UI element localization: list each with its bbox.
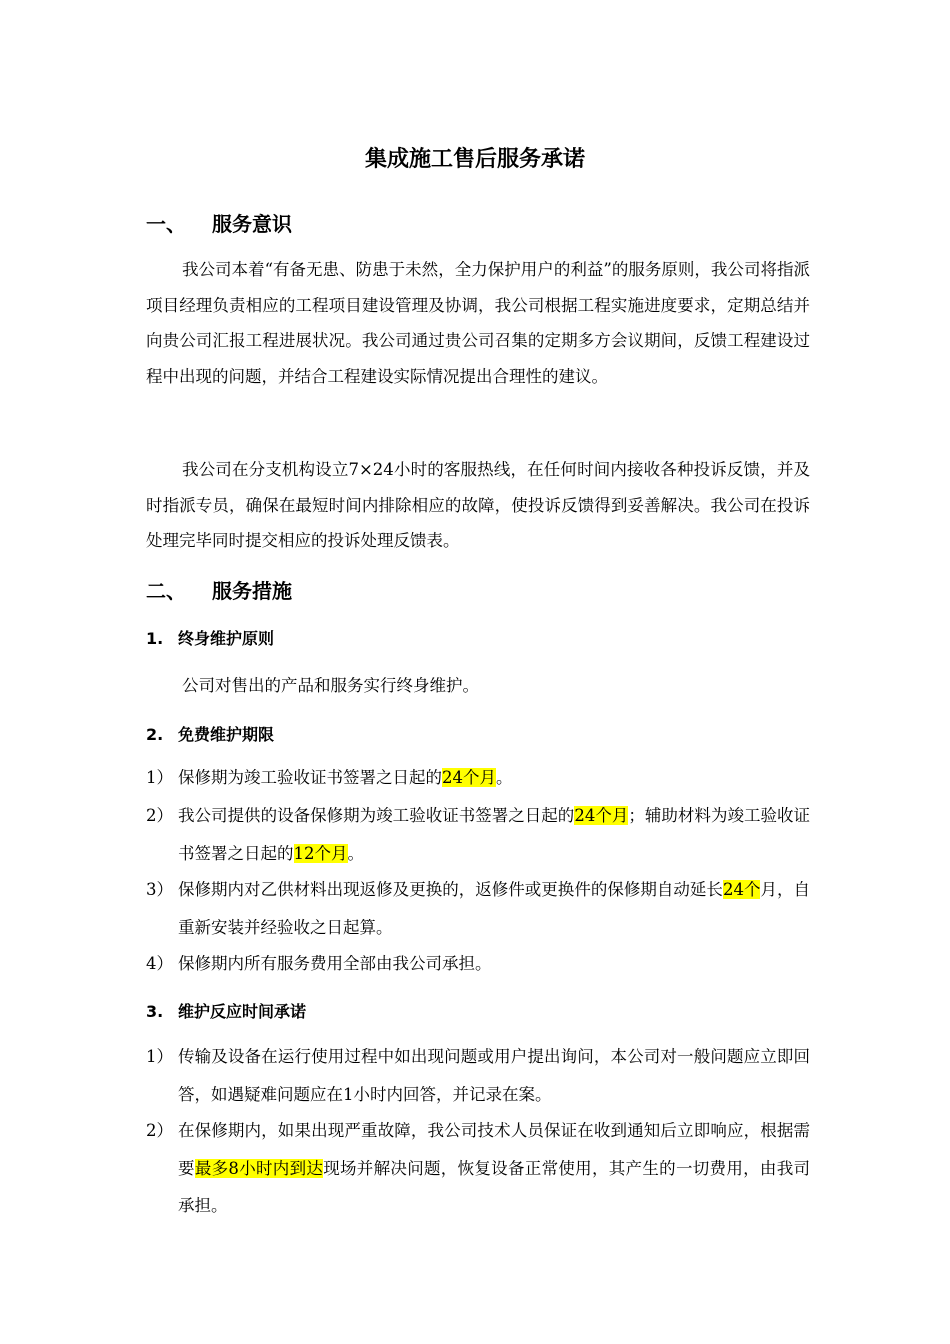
list-marker: 1）: [146, 768, 173, 787]
list-item: 2） 在保修期内，如果出现严重故障，我公司技术人员保证在收到通知后立即响应，根据需要最多8小时内到达现场并解决问题，恢复设备正常使用，其产生的一切费用，由我司承担。: [146, 1112, 810, 1225]
section-title: 服务意识: [212, 212, 292, 236]
list-item: 1） 保修期为竣工验收证书签署之日起的24个月。: [146, 759, 810, 797]
section-title: 服务措施: [212, 579, 292, 603]
list-marker: 2）: [146, 1121, 173, 1140]
highlight: 24个: [722, 880, 761, 899]
list-marker: 1）: [146, 1047, 173, 1066]
list-item: 3） 保修期内对乙供材料出现返修及更换的，返修件或更换件的保修期自动延长24个月，自重新安装并经验收之日起算。: [146, 871, 810, 946]
subheading-2: [146, 722, 274, 745]
subheading-1: [146, 626, 274, 649]
list-marker: 3）: [146, 880, 173, 899]
subheading-3: [146, 999, 306, 1022]
highlight: 12个月: [293, 843, 348, 863]
section-heading-2: [146, 575, 292, 604]
section-heading-1: [146, 208, 292, 237]
list-item: 2） 我公司提供的设备保修期为竣工验收证书签署之日起的24个月；辅助材料为竣工验收证书签署之日起的12个月。: [146, 797, 810, 872]
subheading-title: 终身维护原则: [178, 629, 275, 648]
list-item: 4） 保修期内所有服务费用全部由我公司承担。: [146, 945, 810, 983]
subheading-number: 3.: [146, 1002, 164, 1021]
section-number: 一、: [146, 212, 186, 236]
highlight: 最多8小时内到达: [194, 1158, 324, 1178]
paragraph-lifetime-maintenance: 公司对售出的产品和服务实行终身维护。: [182, 676, 479, 695]
subheading-title: 免费维护期限: [178, 725, 275, 744]
section-number: 二、: [146, 579, 186, 603]
subheading-number: 2.: [146, 725, 164, 744]
list-marker: 4）: [146, 954, 173, 973]
subheading-title: 维护反应时间承诺: [178, 1002, 307, 1021]
paragraph-hotline: 我公司在分支机构设立7×24小时的客服热线，在任何时间内接收各种投诉反馈，并及时指派专员，确保在最短时间内排除相应的故障，使投诉反馈得到妥善解决。我公司在投诉处理完毕同时提交相应的投诉处理反馈表。: [146, 460, 810, 550]
list-marker: 2）: [146, 806, 173, 825]
list-item: 1） 传输及设备在运行使用过程中如出现问题或用户提出询问，本公司对一般问题应立即回答，如遇疑难问题应在1小时内回答，并记录在案。: [146, 1038, 810, 1113]
document-title: 集成施工售后服务承诺: [364, 147, 585, 172]
highlight: 24个月: [442, 768, 496, 787]
subheading-number: 1.: [146, 629, 164, 648]
paragraph-service-principle: 我公司本着“有备无患、防患于未然，全力保护用户的利益”的服务原则，我公司将指派项目经理负责相应的工程项目建设管理及协调，我公司根据工程实施进度要求，定期总结并向贵公司汇报工程进展状况。我公司通过贵公司召集的定期多方会议期间，反馈工程建设过程中出现的问题，并结合工程建设实际情况提出合理性的建议。: [146, 260, 810, 386]
highlight: 24个月: [574, 806, 629, 825]
